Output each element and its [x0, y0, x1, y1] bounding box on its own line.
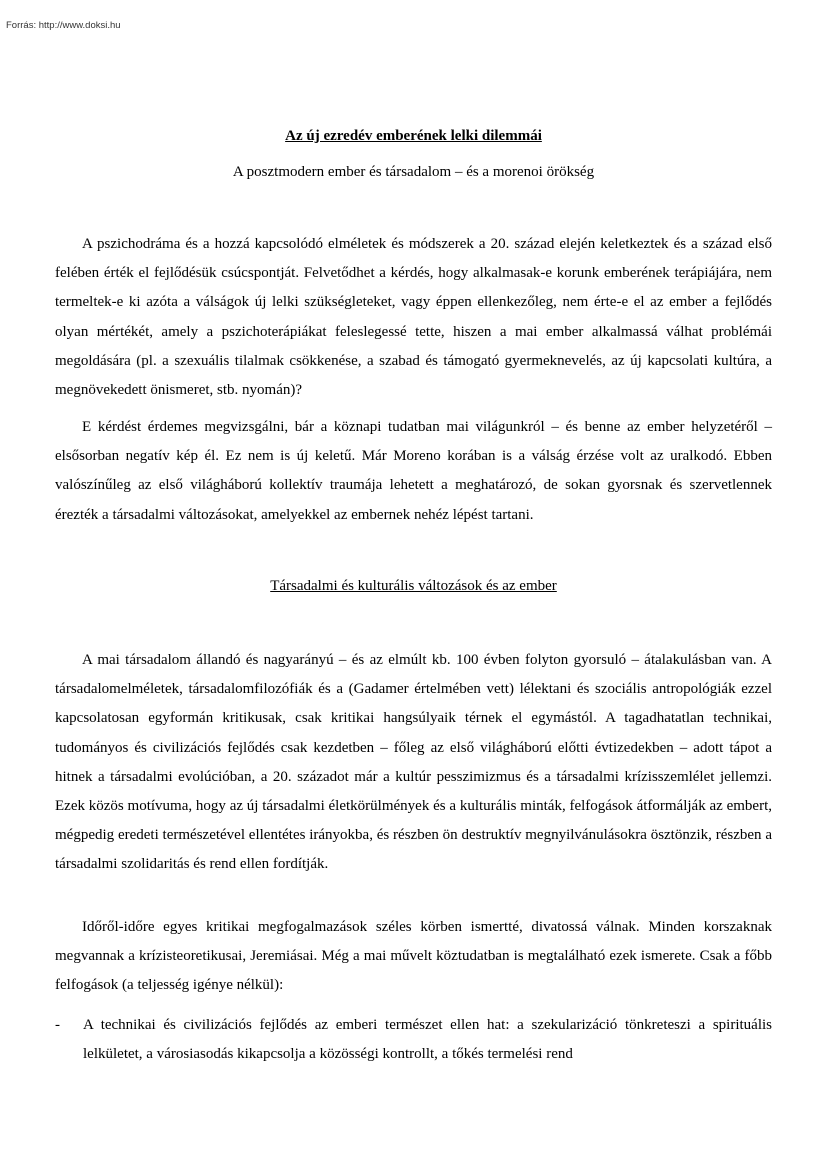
paragraph-intro-2: E kérdést érdemes megvizsgálni, bár a köznapi tudatban mai világunkról – és benne az ember helyzetéről – elsősorban negatív kép él. Ez nem is új keletű. Már Moreno korában is a válság érzése volt az uralkodó. Ebben valószínűleg az első világháború kollektív traumája lehetett a meghatározó, de sokan gyorsnak és szervetlennek érezték a társadalmi változásokat, amelyekkel az embernek nehéz lépést tartani.	[55, 419, 772, 523]
paragraph-section-2: Időről-időre egyes kritikai megfogalmazások széles körben ismertté, divatossá válnak. Minden korszaknak megvannak a krízisteoretikusai, Jeremiásai. Még a mai művelt köztudatban is megtalálható ezek ismerete. Csak a főbb felfogások (a teljesség igénye nélkül):	[55, 919, 772, 994]
section-heading: Társadalmi és kulturális változások és az ember	[270, 578, 557, 594]
bullet-marker: -	[55, 1017, 60, 1033]
document-title: Az új ezredév emberének lelki dilemmái	[285, 128, 542, 144]
document-subtitle: A posztmodern ember és társadalom – és a morenoi örökség	[232, 164, 595, 180]
paragraph-intro-1: A pszichodráma és a hozzá kapcsolódó elméletek és módszerek a 20. század elején keletkeztek és a század első felében érték el fejlődésük csúcspontját. Felvetődhet a kérdés, hogy alkalmasak-e korunk emberének terápiájára, nem termeltek-e ki azóta a válságok új lelki szükségleteket, vagy éppen ellenkezőleg, nem érte-e el az ember a fejlődés olyan mértékét, amely a pszichoterápiákat feleslegessé tette, hiszen a mai ember alkalmassá válhat problémái megoldására (pl. a szexuális tilalmak csökkenése, a szabad és támogató gyermeknevelés, az új kapcsolati kultúra, a megnövekedett önismeret, stb. nyomán)?	[55, 236, 772, 399]
bullet-text: A technikai és civilizációs fejlődés az emberi természet ellen hat: a szekularizáció tönkreteszi a spirituális lelkületet, a városiasodás kikapcsolja a közösségi kontrollt, a tőkés termelési rend	[83, 1017, 772, 1063]
source-label: Forrás: http://www.doksi.hu	[6, 20, 121, 31]
paragraph-section-1: A mai társadalom állandó és nagyarányú – és az elmúlt kb. 100 évben folyton gyorsuló – átalakulásban van. A társadalomelméletek, társadalomfilozófiák és a (Gadamer értelmében vett) lélektani és szociális antropológiák ezzel kapcsolatosan egyformán kritikusak, csak kritikai hangsúlyaik térnek el egymástól. A tagadhatatlan technikai, tudományos és civilizációs fejlődés csak kezdetben – főleg az első világháború előtti évtizedekben – adott tápot a hitnek a társadalmi evolúcióban, a 20. századot már a kultúr pesszimizmus és a társadalmi krízisszemlélet jellemzi. Ezek közös motívuma, hogy az új társadalmi életkörülmények és a kulturális minták, felfogások átformálják az embert, mégpedig eredeti természetével ellentétes irányokba, és részben ön destruktív megnyilvánulásokra ösztönzik, részben a társadalmi szolidaritás és rend ellen fordítják.	[55, 652, 772, 873]
